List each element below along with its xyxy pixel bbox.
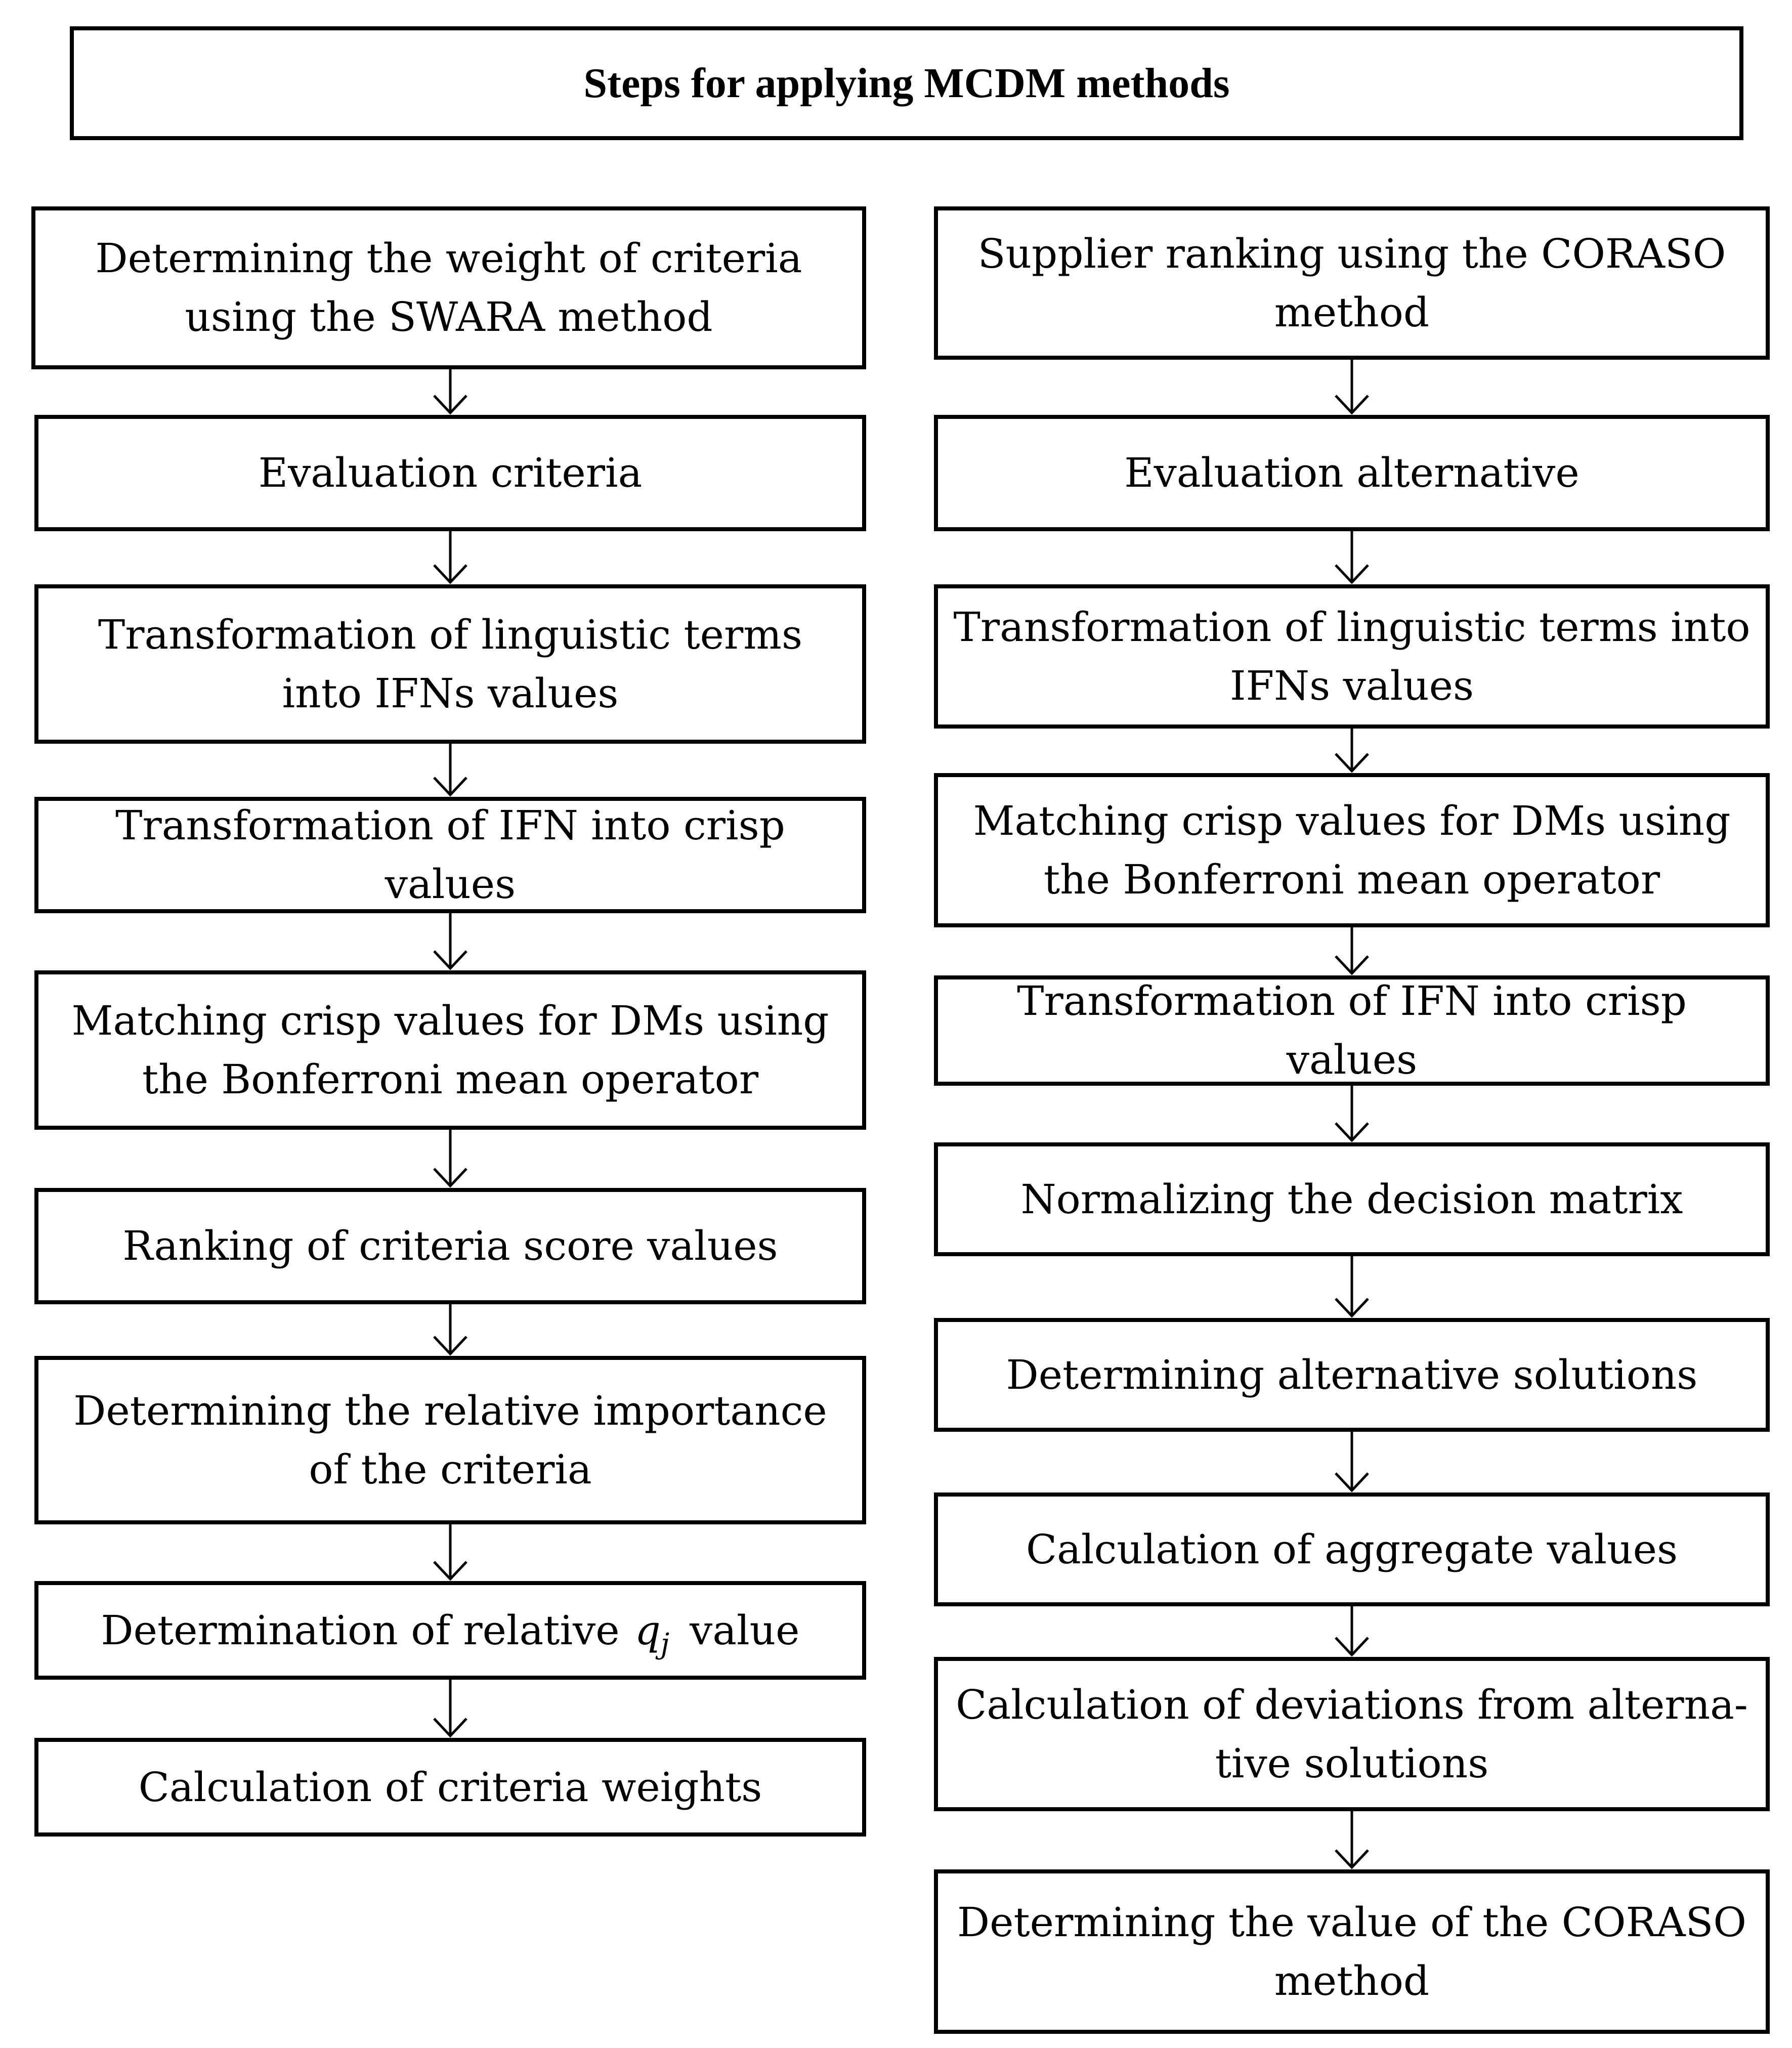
right-step-2 [934, 415, 1770, 531]
right-step-4-text: Matching crisp values for DMs using the Bonferroni mean operator [973, 797, 1731, 903]
right-step-9 [934, 1657, 1770, 1811]
right-step-2-text: Evaluation alternative [1124, 449, 1580, 496]
right-step-8 [934, 1492, 1770, 1606]
left-step-5-text: Matching crisp values for DMs using the Bonferroni mean operator [71, 997, 829, 1103]
left-step-4-text: Transformation of IFN into crisp values [115, 802, 785, 908]
left-arrow-6 [430, 1304, 471, 1356]
right-step-7 [934, 1318, 1770, 1432]
left-step-7-text: Determining the relative importance of the criteria [73, 1387, 827, 1493]
left-arrow-5 [430, 1130, 471, 1188]
right-arrow-7 [1332, 1432, 1372, 1492]
right-arrow-6 [1332, 1256, 1372, 1318]
left-step-6-text: Ranking of criteria score values [122, 1222, 778, 1269]
right-step-7-text: Determining alternative solutions [1006, 1351, 1698, 1398]
left-step-9 [34, 1738, 866, 1837]
right-step-1-text: Supplier ranking using the CORASO method [977, 230, 1726, 336]
right-step-3-text: Transformation of linguistic terms into IFNs values [953, 603, 1751, 709]
right-step-3 [934, 584, 1770, 729]
right-step-10 [934, 1869, 1770, 2034]
right-step-6 [934, 1142, 1770, 1256]
left-step-1 [31, 206, 866, 369]
left-step-3 [34, 584, 866, 744]
left-arrow-8 [430, 1680, 471, 1738]
right-arrow-4 [1332, 927, 1372, 975]
left-step-2 [34, 415, 866, 531]
left-step-2-text: Evaluation criteria [258, 449, 643, 496]
right-step-10-text: Determining the value of the CORASO method [957, 1898, 1746, 2004]
title-box [70, 26, 1743, 140]
left-step-6 [34, 1188, 866, 1304]
left-step-9-text: Calculation of criteria weights [138, 1763, 762, 1811]
qj-subscript: j [660, 1627, 670, 1660]
right-arrow-1 [1332, 360, 1372, 415]
qj-variable: $q_j$ [634, 1606, 670, 1660]
right-step-5 [934, 975, 1770, 1086]
right-step-6-text: Normalizing the decision matrix [1020, 1175, 1683, 1223]
left-step-8-text [101, 1601, 799, 1660]
right-arrow-2 [1332, 531, 1372, 584]
left-arrow-1 [430, 369, 471, 415]
right-arrow-8 [1332, 1606, 1372, 1657]
left-step-3-text: Transformation of linguistic terms into IFNs values [98, 611, 803, 717]
right-step-5-text: Transformation of IFN into crisp values [1017, 977, 1687, 1083]
left-step-4 [34, 797, 866, 913]
left-step-8 [34, 1581, 866, 1680]
left-arrow-3 [430, 744, 471, 797]
right-arrow-9 [1332, 1811, 1372, 1869]
title-text: Steps for applying MCDM methods [583, 59, 1230, 107]
right-step-4 [934, 773, 1770, 927]
left-arrow-2 [430, 531, 471, 584]
right-arrow-3 [1332, 729, 1372, 773]
left-step-1-text: Determining the weight of criteria using the SWARA method [95, 235, 802, 340]
left-arrow-4 [430, 913, 471, 970]
right-step-9-text: Calculation of deviations from alterna-tive solutions [956, 1681, 1748, 1787]
qj-prefix: Determination of relative [101, 1606, 620, 1654]
right-arrow-5 [1332, 1086, 1372, 1142]
right-step-8-text: Calculation of aggregate values [1026, 1525, 1678, 1573]
left-step-7 [34, 1356, 866, 1524]
right-step-1 [934, 206, 1770, 360]
left-arrow-7 [430, 1524, 471, 1581]
left-step-5 [34, 970, 866, 1130]
qj-suffix: value [690, 1606, 800, 1654]
